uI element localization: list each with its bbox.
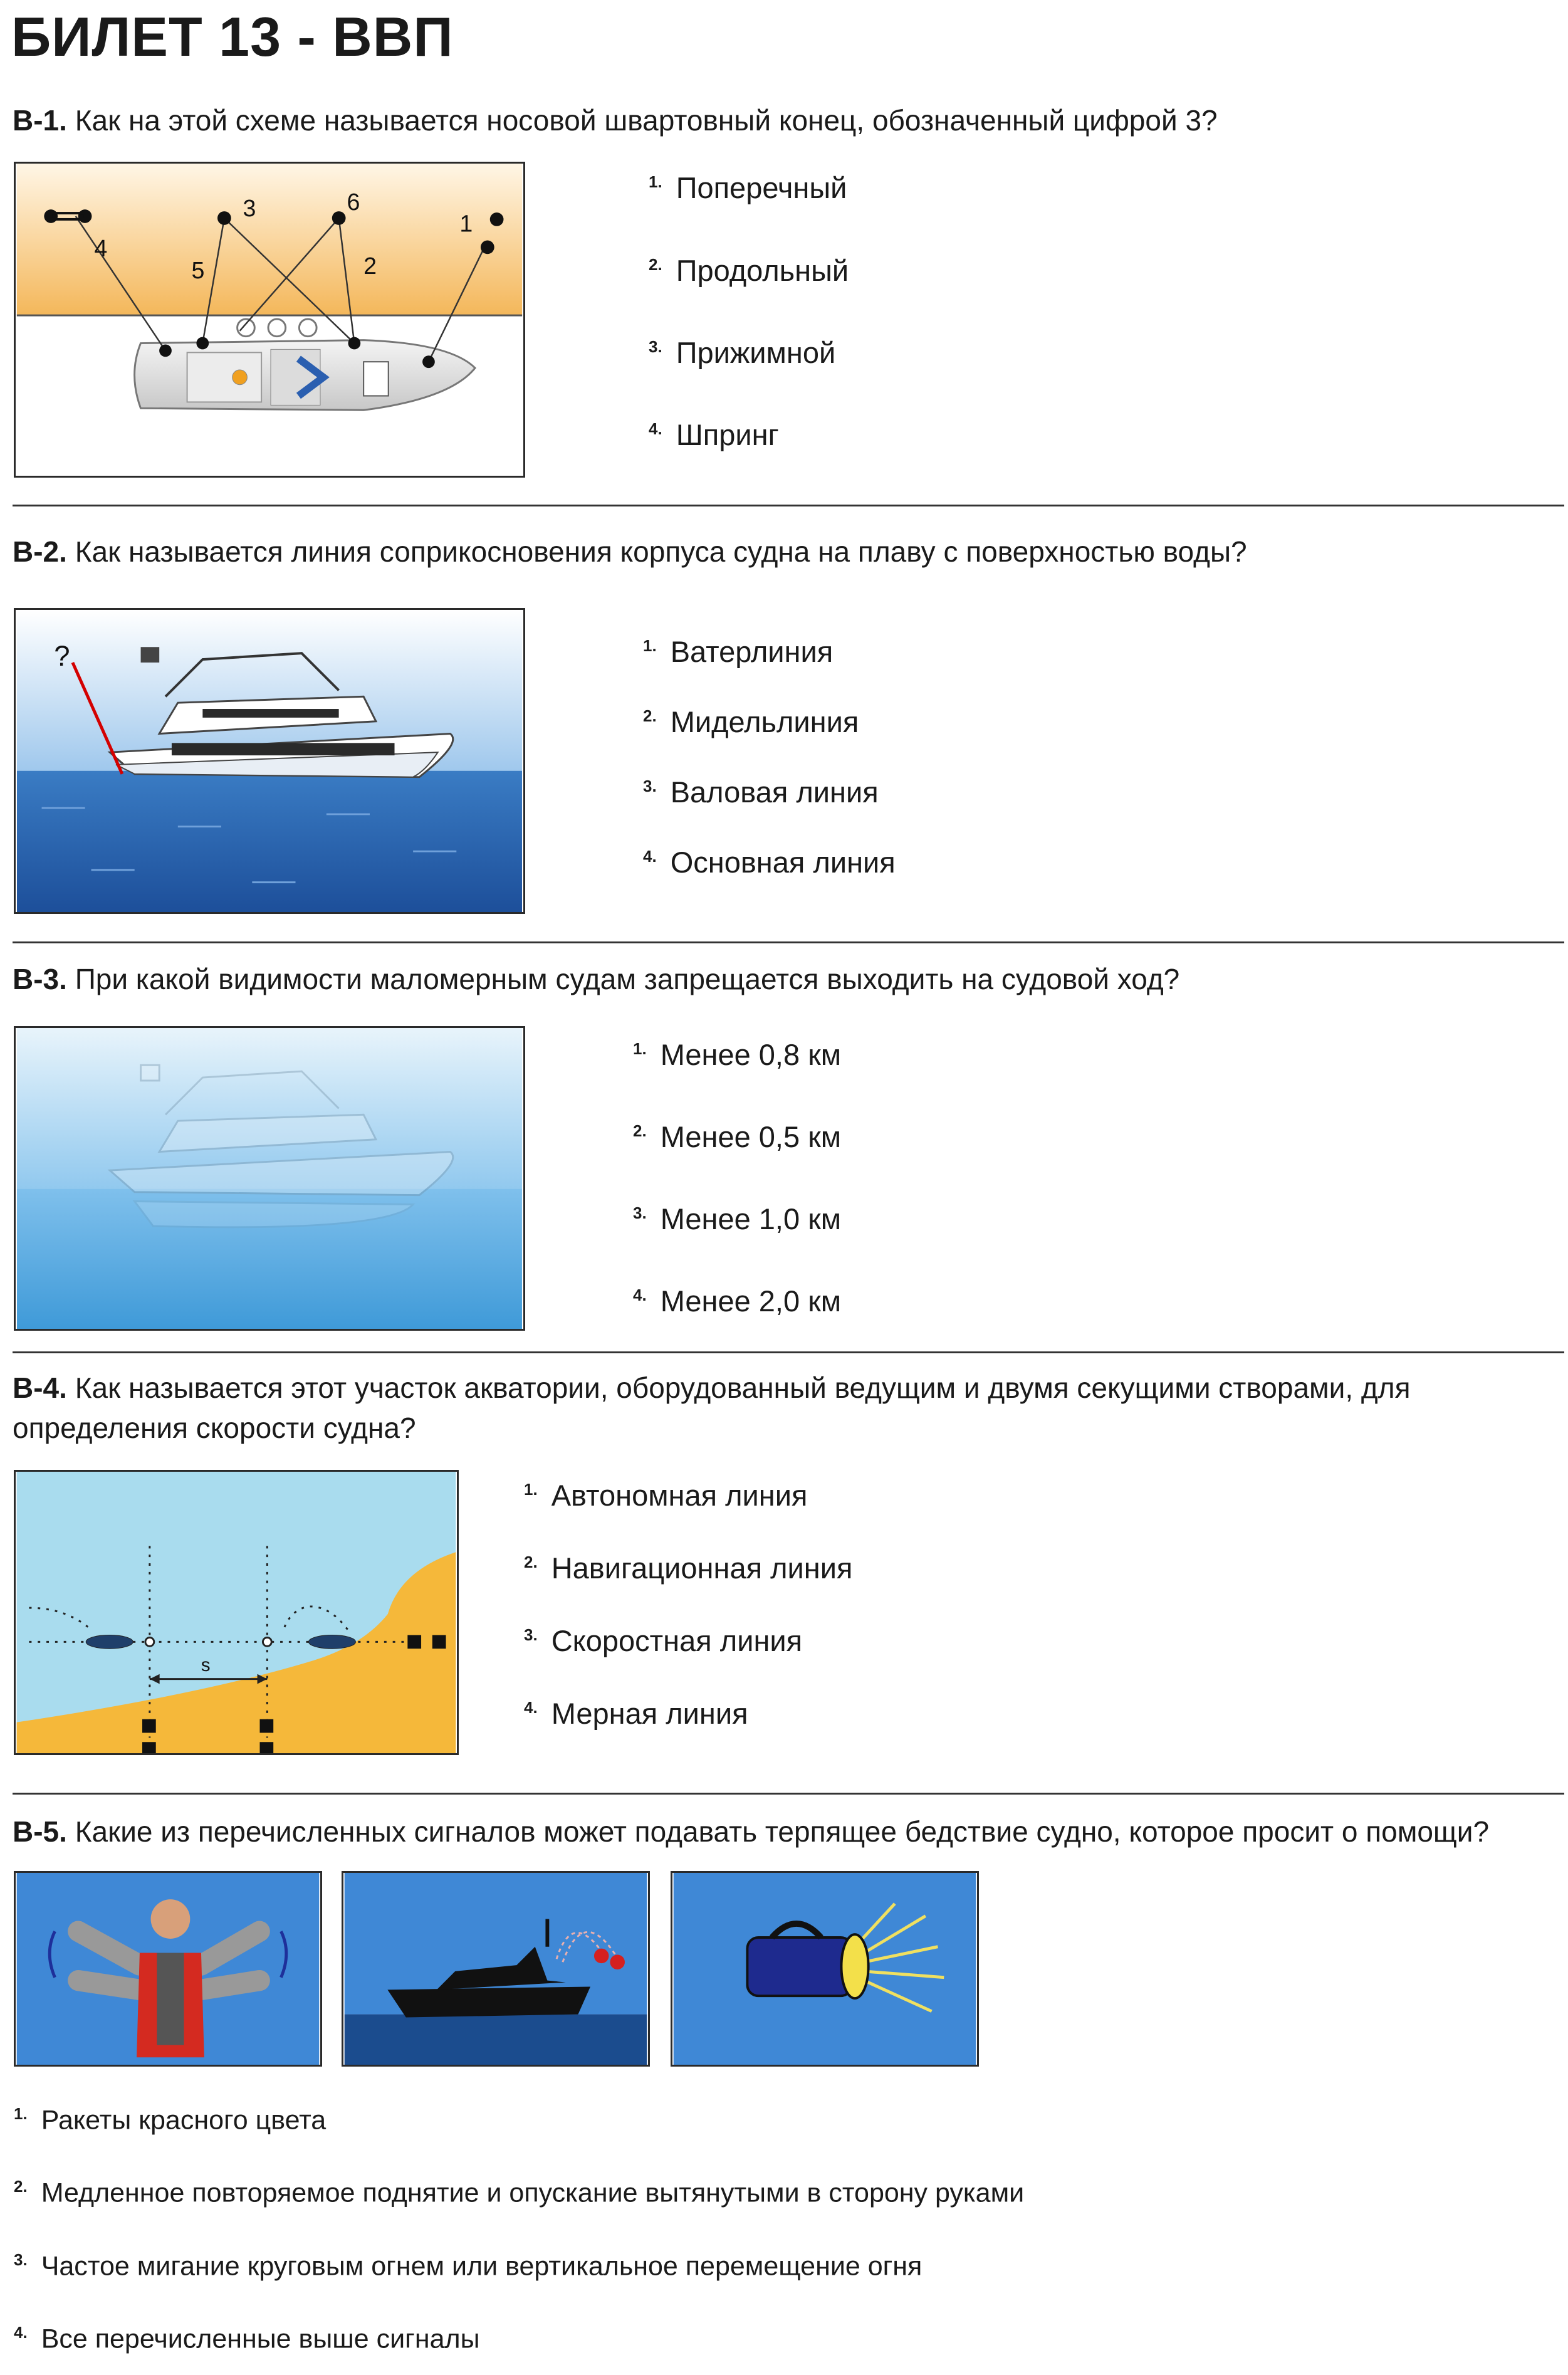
option-text: Медленное повторяемое поднятие и опускание вытянутыми в сторону руками: [41, 2178, 1025, 2208]
diagram-label-3: 3: [243, 194, 256, 221]
question-2: [13, 532, 1542, 572]
option-text: Менее 0,5 км: [660, 1120, 842, 1153]
option-number: 3.: [524, 1625, 538, 1645]
question-4: [13, 1368, 1542, 1448]
question-code: В-4.: [13, 1371, 67, 1404]
question-1: [13, 100, 1542, 140]
divider: [13, 1351, 1564, 1353]
option-q5-3[interactable]: [14, 2250, 922, 2282]
option-number: 1.: [633, 1039, 647, 1059]
divider: [13, 941, 1564, 943]
option-q2-2[interactable]: [643, 705, 859, 739]
question-code: В-1.: [13, 104, 67, 137]
question-text: При какой видимости маломерным судам запрещается выходить на судовой ход?: [75, 963, 1180, 995]
option-text: Мидельлиния: [670, 705, 859, 738]
question-code: В-3.: [13, 963, 67, 995]
option-number: 4.: [14, 2323, 28, 2342]
option-q2-1[interactable]: [643, 634, 833, 669]
option-q4-3[interactable]: [524, 1623, 802, 1658]
diagram-label-1: 1: [459, 210, 473, 237]
option-number: 2.: [649, 255, 662, 275]
diagram-label-2: 2: [363, 252, 377, 279]
option-q2-3[interactable]: [643, 775, 879, 809]
option-number: 2.: [643, 706, 657, 726]
option-text: Все перечисленные выше сигналы: [41, 2324, 480, 2354]
mooring-diagram: [14, 162, 525, 478]
divider: [13, 1793, 1564, 1795]
option-text: Навигационная линия: [551, 1551, 853, 1585]
option-text: Валовая линия: [670, 775, 879, 809]
option-text: Основная линия: [670, 846, 896, 879]
arm-signal-picture: [14, 1871, 322, 2067]
question-text: Как на этой схеме называется носовой швартовный конец, обозначенный цифрой 3?: [75, 104, 1218, 137]
question-text: Как называется этот участок акватории, оборудованный ведущим и двумя секущими створами, для определения скорости судна?: [13, 1371, 1411, 1444]
diagram-label-4: 4: [94, 235, 108, 262]
option-q5-4[interactable]: [14, 2323, 480, 2354]
option-q3-2[interactable]: [633, 1119, 841, 1154]
question-5: [13, 1811, 1542, 1852]
option-text: Ракеты красного цвета: [41, 2105, 327, 2136]
diagram-label-5: 5: [191, 256, 205, 283]
option-q4-2[interactable]: [524, 1551, 852, 1585]
option-text: Скоростная линия: [551, 1624, 803, 1657]
option-q3-1[interactable]: [633, 1037, 841, 1072]
question-text: Какие из перечисленных сигналов может подавать терпящее бедствие судно, которое просит о помощи?: [75, 1815, 1490, 1848]
option-number: 3.: [633, 1203, 647, 1223]
option-text: Автономная линия: [551, 1479, 808, 1512]
option-number: 2.: [633, 1121, 647, 1141]
option-text: Продольный: [676, 254, 849, 287]
question-code: В-2.: [13, 535, 67, 568]
option-q2-4[interactable]: [643, 845, 896, 879]
option-text: Ватерлиния: [670, 635, 834, 668]
option-q1-3[interactable]: [649, 335, 835, 370]
option-number: 2.: [524, 1553, 538, 1572]
option-q3-3[interactable]: [633, 1202, 841, 1236]
option-text: Шпринг: [676, 418, 779, 451]
option-number: 1.: [643, 636, 657, 656]
diagram-label-6: 6: [347, 189, 360, 216]
divider: [13, 505, 1564, 506]
option-q1-2[interactable]: [649, 253, 849, 288]
measured-mile-diagram: [14, 1470, 459, 1755]
option-text: Мерная линия: [551, 1697, 748, 1730]
option-number: 1.: [524, 1480, 538, 1499]
option-number: 4.: [649, 419, 662, 439]
option-number: 4.: [524, 1698, 538, 1717]
option-text: Менее 0,8 км: [660, 1038, 842, 1071]
option-q4-4[interactable]: [524, 1696, 748, 1731]
option-text: Поперечный: [676, 171, 847, 204]
flashlight-picture: [671, 1871, 979, 2067]
question-code: В-5.: [13, 1815, 67, 1848]
waterline-picture: [14, 608, 525, 914]
option-number: 3.: [14, 2250, 28, 2269]
red-flares-picture: [342, 1871, 650, 2067]
option-q1-4[interactable]: [649, 417, 779, 452]
option-text: Прижимной: [676, 336, 836, 369]
question-text: Как называется линия соприкосновения корпуса судна на плаву с поверхностью воды?: [75, 535, 1247, 568]
option-q3-4[interactable]: [633, 1284, 841, 1318]
option-q4-1[interactable]: [524, 1478, 807, 1513]
ticket-title: БИЛЕТ 13 - ВВП: [11, 6, 454, 68]
option-number: 4.: [643, 847, 657, 866]
question-3: [13, 959, 1542, 999]
option-number: 4.: [633, 1286, 647, 1305]
option-q5-2[interactable]: [14, 2177, 1024, 2208]
option-number: 3.: [649, 337, 662, 357]
option-number: 1.: [14, 2104, 28, 2123]
option-text: Частое мигание круговым огнем или вертикальное перемещение огня: [41, 2251, 923, 2282]
diagram-label-question: ?: [54, 639, 70, 672]
option-q1-1[interactable]: [649, 170, 847, 205]
option-q5-1[interactable]: [14, 2104, 326, 2136]
fog-picture: [14, 1026, 525, 1331]
diagram-label-s: s: [201, 1654, 211, 1675]
option-text: Менее 1,0 км: [660, 1202, 842, 1235]
option-number: 2.: [14, 2177, 28, 2196]
option-number: 3.: [643, 777, 657, 796]
option-number: 1.: [649, 172, 662, 192]
option-text: Менее 2,0 км: [660, 1284, 842, 1318]
